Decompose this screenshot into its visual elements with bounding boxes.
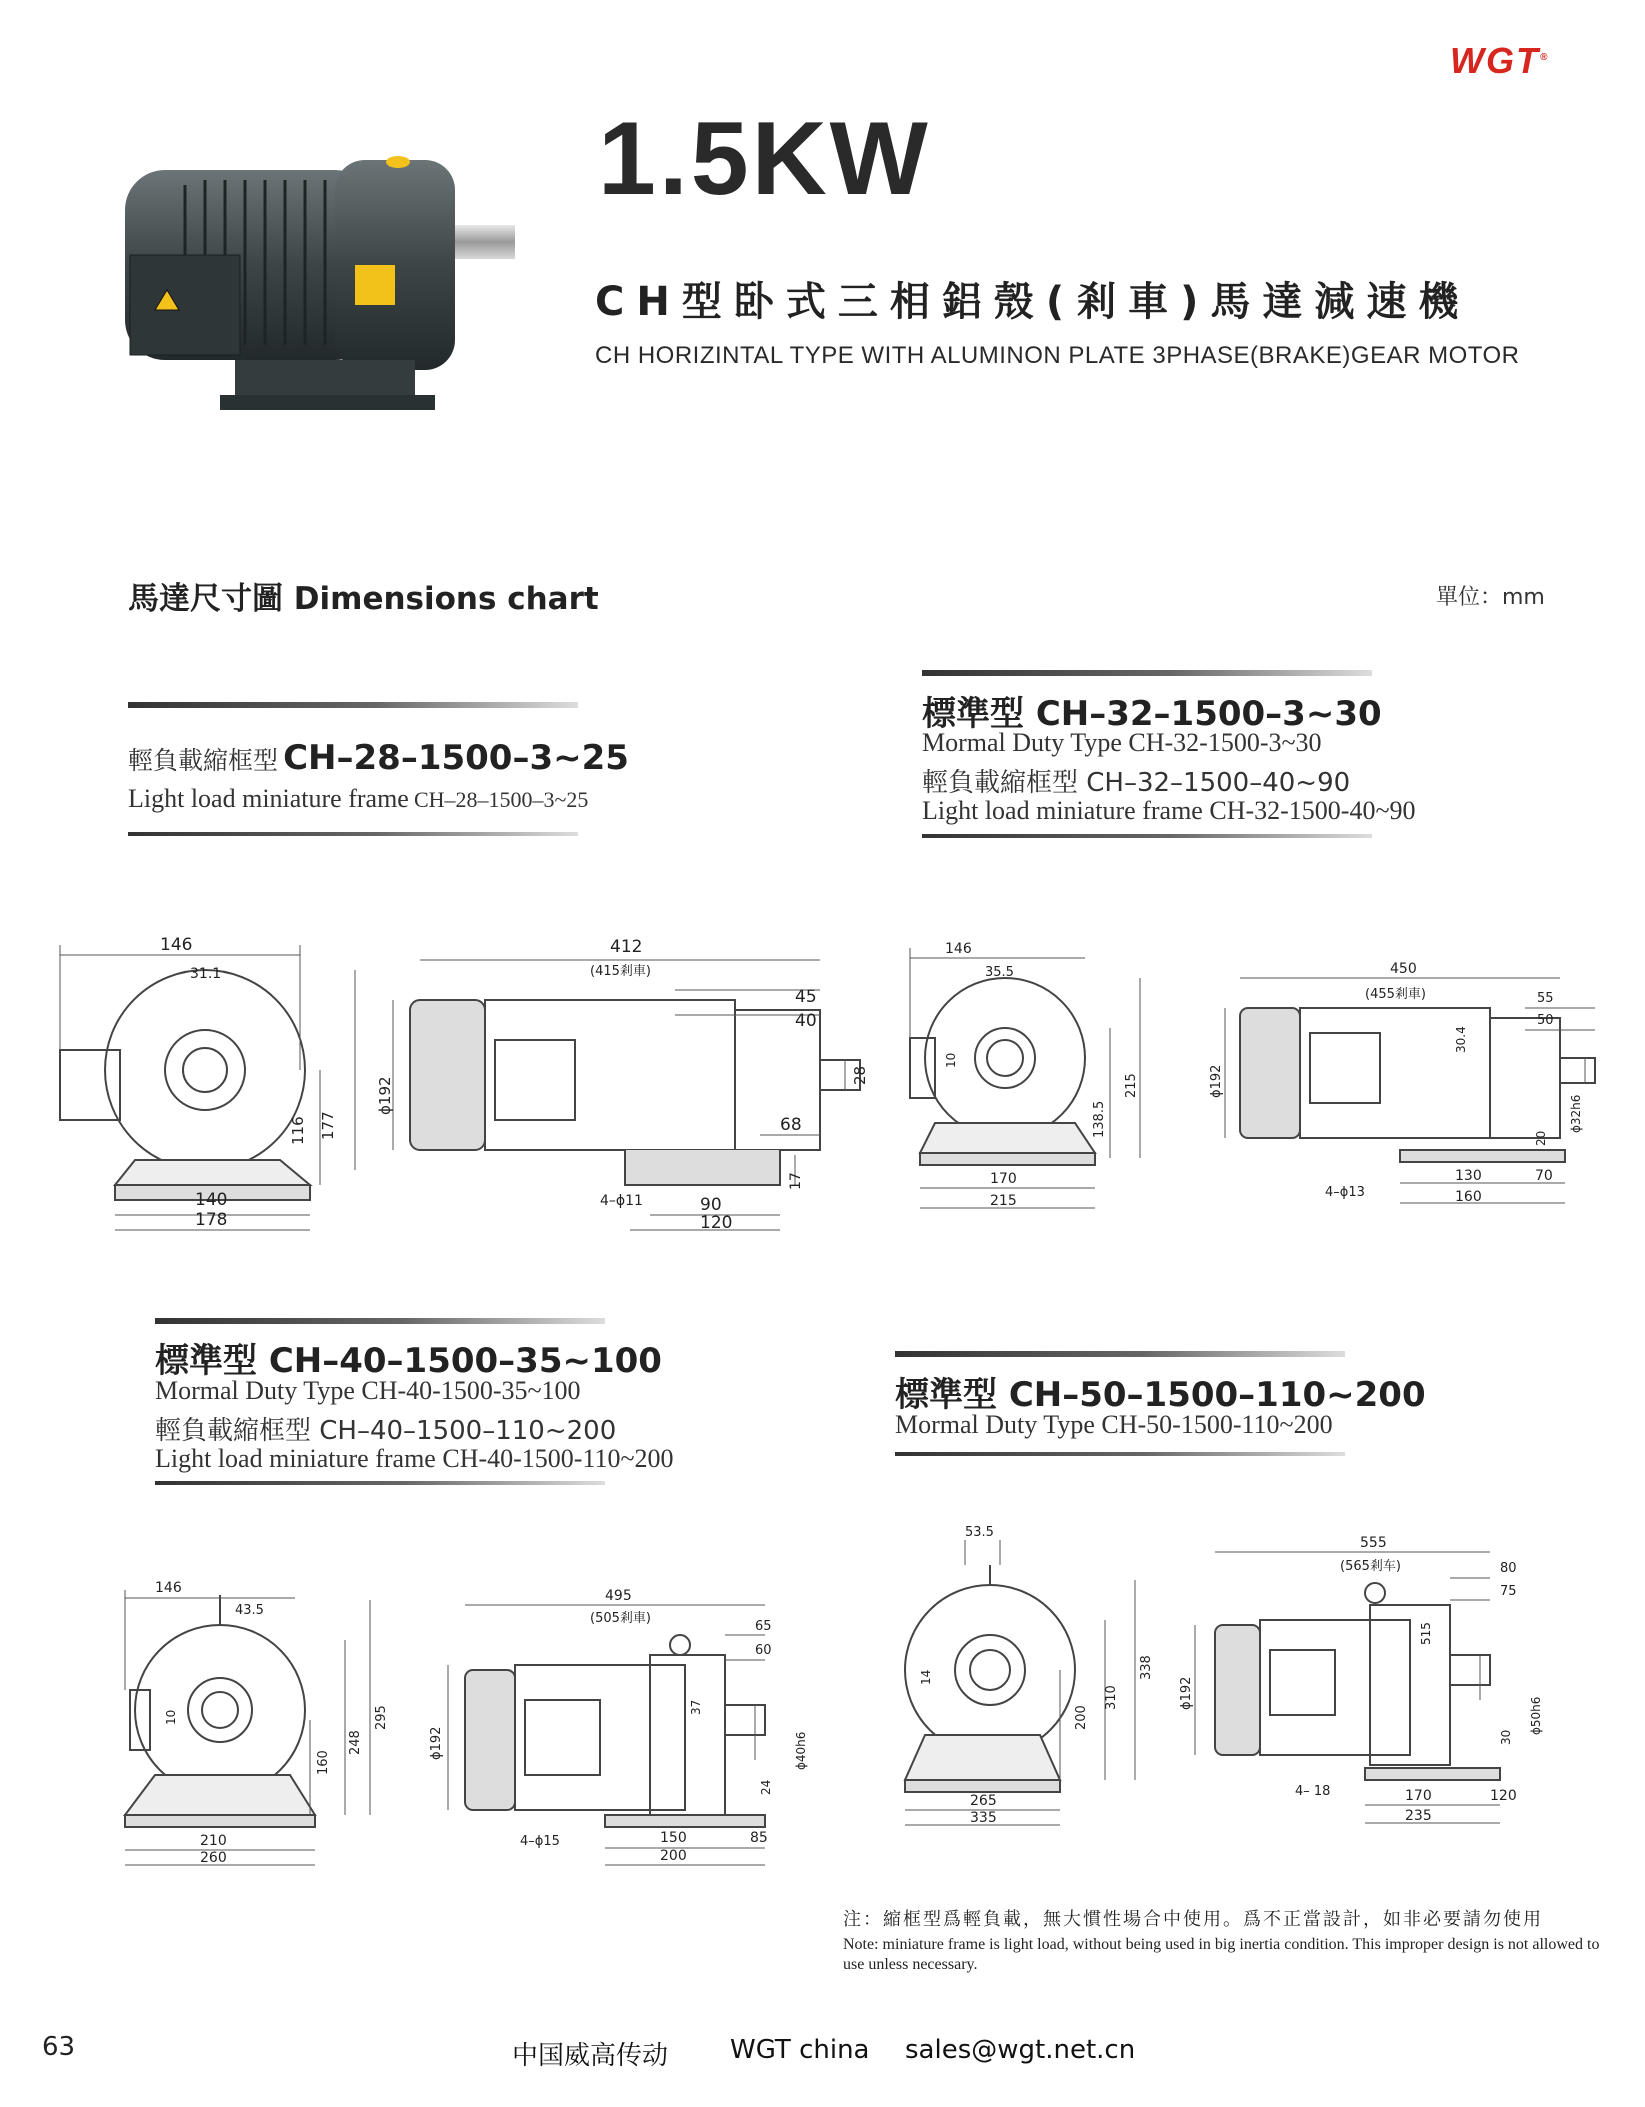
rule-32-top	[922, 670, 1372, 676]
dim-28-146: 146	[160, 935, 193, 955]
dim-28-177: 177	[319, 1111, 337, 1140]
model-40-line2: 輕負載縮框型 CH–40–1500–110~200	[155, 1416, 617, 1446]
rule-28-bottom	[128, 832, 578, 836]
dim-40-210: 210	[200, 1833, 227, 1849]
rule-40-bottom	[155, 1481, 605, 1485]
dim-40-495: 495	[605, 1588, 632, 1604]
dim-50-265: 265	[970, 1793, 997, 1809]
model-28-title: 輕負載縮框型 CH–28–1500–3~25	[128, 738, 629, 778]
dim-32-55: 55	[1537, 991, 1554, 1006]
section-title: 馬達尺寸圖 Dimensions chart	[128, 581, 599, 617]
dim-28-311: 31.1	[190, 966, 222, 982]
model-28-subtitle: Light load miniature frame CH–28–1500–3~25	[128, 784, 589, 813]
dim-28-116: 116	[289, 1116, 307, 1145]
footer-company-cn: 中国威高传动	[512, 2041, 669, 2071]
model-50-title: 標準型 CH–50–1500–110~200	[895, 1375, 1426, 1415]
dim-32-455: (455剎車)	[1365, 987, 1426, 1002]
dim-28-90: 90	[700, 1195, 722, 1215]
dim-32-phi32: ϕ32h6	[1569, 1094, 1583, 1133]
dim-28-178: 178	[195, 1210, 228, 1230]
dim-32-1385: 138.5	[1092, 1100, 1107, 1138]
dim-28-68: 68	[780, 1115, 802, 1135]
model-32-title: 標準型 CH–32–1500–3~30	[922, 694, 1382, 734]
dim-32-160: 160	[1455, 1189, 1482, 1205]
dim-50-335: 335	[970, 1810, 997, 1826]
note-english: Note: miniature frame is light load, without being used in big inertia condition. This improper design is not allowed to use unless necessary.	[843, 1936, 1600, 1973]
dim-50-80: 80	[1500, 1561, 1517, 1576]
dim-32-hole: 4–ϕ13	[1325, 1185, 1365, 1200]
footer-email: sales@wgt.net.cn	[905, 2035, 1136, 2065]
rule-50-top	[895, 1351, 1345, 1357]
dim-50-75: 75	[1500, 1584, 1517, 1599]
dim-40-435: 43.5	[235, 1603, 264, 1618]
drawing-ch32	[895, 918, 1605, 1248]
dim-32-70: 70	[1535, 1168, 1553, 1184]
dim-28-phi192: ϕ192	[376, 1076, 394, 1115]
dim-32-215w: 215	[990, 1193, 1017, 1209]
dim-40-150: 150	[660, 1830, 687, 1846]
footer-company-en: WGT china	[730, 2035, 870, 2065]
model-50-line1: Mormal Duty Type CH-50-1500-110~200	[895, 1410, 1333, 1439]
dim-40-505: (505剎車)	[590, 1611, 651, 1626]
dim-32-20: 20	[1534, 1130, 1548, 1146]
dim-28-40: 40	[795, 1011, 817, 1031]
dim-50-338: 338	[1139, 1655, 1154, 1680]
dim-32-304: 30.4	[1454, 1026, 1468, 1053]
title-english: CH HORIZINTAL TYPE WITH ALUMINON PLATE 3PHASE(BRAKE)GEAR MOTOR	[595, 342, 1520, 369]
dim-50-535: 53.5	[965, 1525, 994, 1540]
dim-50-565: (565剎车)	[1340, 1559, 1401, 1574]
page-number: 63	[42, 2032, 76, 2062]
title-chinese: CH型卧式三相鋁殼(剎車)馬達減速機	[595, 279, 1471, 325]
dim-28-45: 45	[795, 987, 817, 1007]
dim-50-555: 555	[1360, 1535, 1387, 1551]
dim-50-515: 515	[1419, 1622, 1433, 1645]
dim-50-310: 310	[1104, 1685, 1119, 1710]
model-32-line3: Light load miniature frame CH-32-1500-40~90	[922, 796, 1416, 825]
dim-28-hole: 4–ϕ11	[600, 1193, 643, 1209]
dim-32-50: 50	[1537, 1013, 1554, 1028]
dim-40-37: 37	[689, 1699, 703, 1715]
drawing-ch50	[890, 1520, 1595, 1830]
dim-32-130: 130	[1455, 1168, 1482, 1184]
dim-40-hole: 4–ϕ15	[520, 1834, 560, 1849]
rule-40-top	[155, 1318, 605, 1324]
dim-50-hole: 4– 18	[1295, 1784, 1331, 1799]
model-40-line3: Light load miniature frame CH-40-1500-110~200	[155, 1444, 674, 1473]
dim-50-120: 120	[1490, 1788, 1517, 1804]
drawing-ch40	[115, 1560, 830, 1870]
rule-32-bottom	[922, 834, 1372, 838]
dim-40-200: 200	[660, 1848, 687, 1864]
dim-40-65: 65	[755, 1619, 772, 1634]
dim-28-17: 17	[788, 1172, 804, 1190]
model-32-line2: 輕負載縮框型 CH–32–1500–40~90	[922, 768, 1351, 798]
dim-50-14: 14	[919, 1669, 933, 1685]
dim-40-146: 146	[155, 1580, 182, 1596]
dim-32-10: 10	[944, 1052, 958, 1068]
dim-32-215h: 215	[1124, 1073, 1139, 1098]
dim-32-phi192: ϕ192	[1209, 1064, 1224, 1098]
dim-40-85: 85	[750, 1830, 768, 1846]
model-40-title: 標準型 CH–40–1500–35~100	[155, 1341, 662, 1381]
dim-40-60: 60	[755, 1643, 772, 1658]
dim-40-phi40: ϕ40h6	[794, 1731, 808, 1770]
dim-50-200: 200	[1074, 1705, 1089, 1730]
dim-28-412: 412	[610, 937, 643, 957]
dim-40-phi192: ϕ192	[429, 1726, 444, 1760]
model-40-line1: Mormal Duty Type CH-40-1500-35~100	[155, 1376, 581, 1405]
gear-motor-photo	[115, 140, 545, 430]
dim-40-160: 160	[316, 1750, 331, 1775]
dim-50-235: 235	[1405, 1808, 1432, 1824]
dim-40-24: 24	[759, 1779, 773, 1795]
power-rating: 1.5KW	[598, 101, 931, 217]
dim-50-170: 170	[1405, 1788, 1432, 1804]
dim-50-phi50: ϕ50h6	[1529, 1696, 1543, 1735]
wgt-logo: WGT®	[1450, 40, 1550, 81]
note-chinese: 注：縮框型爲輕負載，無大慣性場合中使用。爲不正當設計，如非必要請勿使用	[843, 1909, 1543, 1930]
dim-40-260: 260	[200, 1850, 227, 1866]
unit-label: 單位：mm	[1436, 585, 1545, 610]
dim-50-phi192: ϕ192	[1179, 1676, 1194, 1710]
dim-28-28: 28	[851, 1065, 869, 1085]
dim-28-140: 140	[195, 1190, 228, 1210]
dim-28-415: (415剎車)	[590, 964, 651, 979]
model-32-line1: Mormal Duty Type CH-32-1500-3~30	[922, 728, 1322, 757]
rule-50-bottom	[895, 1452, 1345, 1456]
drawing-ch28	[55, 930, 870, 1240]
dim-32-450: 450	[1390, 961, 1417, 977]
dim-28-120: 120	[700, 1213, 733, 1233]
rule-28-top	[128, 702, 578, 708]
dim-32-355: 35.5	[985, 965, 1014, 980]
dim-40-295: 295	[374, 1705, 389, 1730]
dim-32-146: 146	[945, 941, 972, 957]
dim-50-30: 30	[1499, 1729, 1513, 1745]
dim-40-248: 248	[348, 1730, 363, 1755]
dim-32-170: 170	[990, 1171, 1017, 1187]
dim-40-10: 10	[164, 1709, 178, 1725]
